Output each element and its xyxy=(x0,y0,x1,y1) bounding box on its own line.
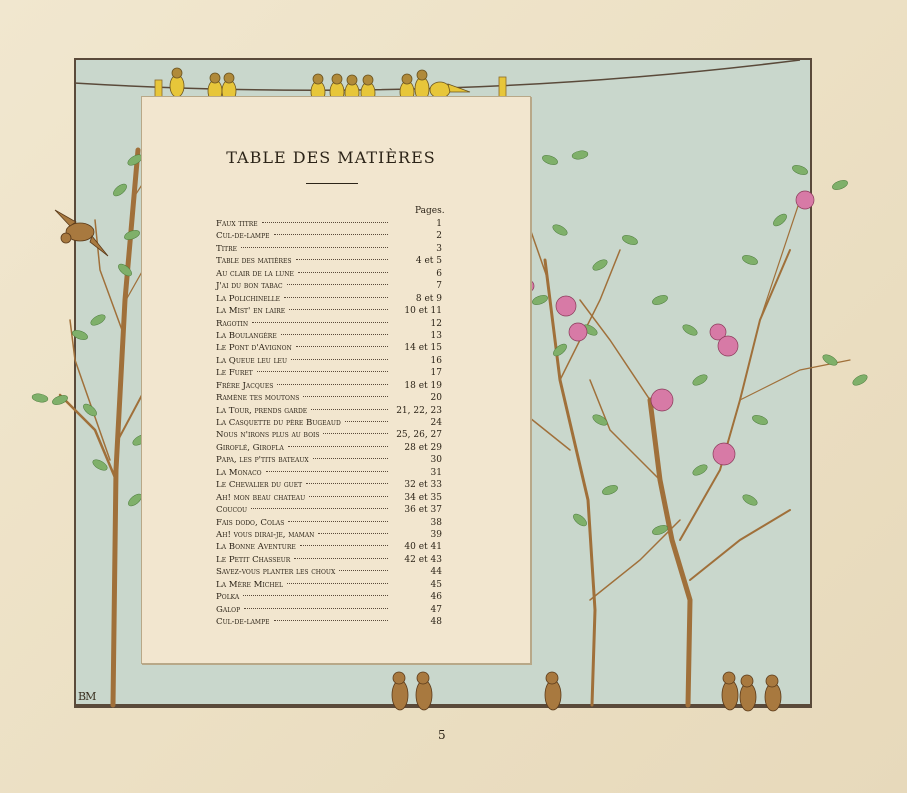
entry-page: 21, 22, 23 xyxy=(396,405,442,416)
dot-leader xyxy=(277,384,388,385)
dot-leader xyxy=(300,545,388,546)
dot-leader xyxy=(274,234,389,235)
list-item xyxy=(216,417,442,429)
entry-page: 8 et 9 xyxy=(415,293,442,304)
list-item xyxy=(216,243,442,255)
brown-bird-icon xyxy=(416,672,432,710)
list-item xyxy=(216,218,442,230)
dot-leader xyxy=(309,496,388,497)
entry-page: 3 xyxy=(436,243,442,254)
list-item xyxy=(216,541,442,553)
list-item xyxy=(216,454,442,466)
list-item xyxy=(216,355,442,367)
dot-leader xyxy=(294,558,388,559)
entry-title: Coucou xyxy=(216,505,248,516)
entry-page: 31 xyxy=(430,467,442,478)
list-item xyxy=(216,529,442,541)
entry-title: Ramène tes moutons xyxy=(216,393,300,404)
entry-page: 36 et 37 xyxy=(404,505,442,516)
list-item xyxy=(216,591,442,603)
list-item xyxy=(216,305,442,317)
list-item xyxy=(216,405,442,417)
entry-page: 25, 26, 27 xyxy=(396,430,442,441)
entry-page: 18 et 19 xyxy=(404,380,442,391)
brown-bird-icon xyxy=(740,675,756,711)
list-item xyxy=(216,479,442,491)
entry-page: 16 xyxy=(430,355,442,366)
dot-leader xyxy=(296,259,388,260)
entry-page: 13 xyxy=(430,330,442,341)
title-divider xyxy=(306,183,358,184)
dot-leader xyxy=(251,508,388,509)
entry-page: 17 xyxy=(430,368,442,379)
leaf-icon xyxy=(551,342,568,358)
entry-page: 20 xyxy=(430,393,442,404)
table-of-contents xyxy=(216,218,442,628)
list-item xyxy=(216,330,442,342)
list-item xyxy=(216,517,442,529)
entry-page: 1 xyxy=(436,219,442,229)
brown-bird-icon xyxy=(765,675,781,711)
leaf-icon xyxy=(571,150,588,161)
leaf-icon xyxy=(691,463,709,478)
dot-leader xyxy=(313,458,388,459)
leaf-icon xyxy=(851,373,869,388)
leaf-icon xyxy=(89,313,107,328)
dot-leader xyxy=(288,521,388,522)
leaf-icon xyxy=(71,329,89,342)
dot-leader xyxy=(257,371,388,372)
list-item xyxy=(216,342,442,354)
entry-title: Table des matières xyxy=(216,256,292,267)
artist-monogram: BM xyxy=(78,690,96,703)
list-item xyxy=(216,579,442,591)
dot-leader xyxy=(262,222,388,223)
entry-title: Cul-de-lampe xyxy=(216,231,270,242)
leaf-icon xyxy=(831,179,849,192)
leaf-icon xyxy=(531,294,549,307)
entry-page: 47 xyxy=(430,604,442,615)
entry-title: Titre xyxy=(216,243,238,254)
entry-title: Le Furet xyxy=(216,368,253,379)
rose-icon xyxy=(556,296,576,316)
list-item xyxy=(216,429,442,441)
entry-title: Papa, les p'tits bateaux xyxy=(216,455,309,466)
list-item xyxy=(216,255,442,267)
entry-title: La Polichinelle xyxy=(216,293,280,304)
dot-leader xyxy=(311,409,388,410)
leaf-icon xyxy=(771,212,788,228)
page-number: 5 xyxy=(438,728,446,742)
entry-page: 14 et 15 xyxy=(404,343,442,354)
list-item xyxy=(216,268,442,280)
dot-leader xyxy=(298,272,388,273)
entry-page: 44 xyxy=(430,567,442,578)
dot-leader xyxy=(244,608,388,609)
list-item xyxy=(216,230,442,242)
entry-page: 30 xyxy=(430,455,442,466)
entry-page: 12 xyxy=(430,318,442,329)
entry-title: La Tour, prends garde xyxy=(216,405,308,416)
leaf-icon xyxy=(601,484,619,497)
leaf-icon xyxy=(791,164,809,177)
list-item xyxy=(216,604,442,616)
entry-title: Cul-de-lampe xyxy=(216,617,270,627)
leaf-icon xyxy=(111,182,128,198)
rose-icon xyxy=(713,443,735,465)
leaf-icon xyxy=(541,154,559,167)
dot-leader xyxy=(281,334,388,335)
leaf-icon xyxy=(751,414,769,427)
leaf-icon xyxy=(551,223,569,238)
dot-leader xyxy=(284,297,388,298)
dot-leader xyxy=(303,396,388,397)
list-item xyxy=(216,616,442,628)
dot-leader xyxy=(288,446,388,447)
brown-bird-icon xyxy=(545,672,561,710)
brown-bird-icon xyxy=(392,672,408,710)
dot-leader xyxy=(318,533,388,534)
entry-title: Giroflé, Girofla xyxy=(216,442,284,453)
entry-title: La Boulangère xyxy=(216,330,277,341)
entry-page: 40 et 41 xyxy=(404,542,442,553)
entry-title: Au clair de la lune xyxy=(216,268,294,279)
dot-leader xyxy=(323,433,388,434)
leaf-icon xyxy=(651,294,669,307)
rose-icon xyxy=(569,323,587,341)
leaf-icon xyxy=(741,254,759,267)
entry-page: 38 xyxy=(430,517,442,528)
entry-title: Nous n'irons plus au bois xyxy=(216,430,320,441)
dot-leader xyxy=(287,583,388,584)
rose-icon xyxy=(651,389,673,411)
entry-page: 4 et 5 xyxy=(415,256,442,267)
dot-leader xyxy=(274,620,389,621)
entry-page: 2 xyxy=(436,231,442,242)
entry-page: 45 xyxy=(430,579,442,590)
entry-page: 7 xyxy=(436,281,442,292)
list-item xyxy=(216,566,442,578)
page-title: TABLE DES MATIÈRES xyxy=(226,148,436,167)
dot-leader xyxy=(339,570,388,571)
entry-title: La Monaco xyxy=(216,467,262,478)
dot-leader xyxy=(266,471,388,472)
entry-title: La Mère Michel xyxy=(216,579,283,590)
entry-page: 48 xyxy=(430,617,442,627)
entry-title: Frère Jacques xyxy=(216,380,274,391)
list-item xyxy=(216,392,442,404)
list-item xyxy=(216,293,442,305)
list-item xyxy=(216,367,442,379)
list-item xyxy=(216,318,442,330)
list-item xyxy=(216,280,442,292)
leaf-icon xyxy=(591,413,609,428)
entry-title: La Bonne Aventure xyxy=(216,542,296,553)
leaf-icon xyxy=(591,258,609,273)
dot-leader xyxy=(241,247,388,248)
entry-title: J'ai du bon tabac xyxy=(216,281,283,292)
entry-page: 42 et 43 xyxy=(404,554,442,565)
entry-page: 24 xyxy=(430,418,442,428)
list-item xyxy=(216,504,442,516)
entry-title: Polka xyxy=(216,592,240,603)
dot-leader xyxy=(243,595,388,596)
entry-title: La Queue leu leu xyxy=(216,355,287,366)
rose-icon xyxy=(718,336,738,356)
entry-page: 32 et 33 xyxy=(404,480,442,491)
dot-leader xyxy=(291,359,388,360)
entry-page: 46 xyxy=(430,592,442,603)
list-item xyxy=(216,492,442,504)
list-item xyxy=(216,554,442,566)
entry-title: Galop xyxy=(216,604,241,615)
dot-leader xyxy=(306,483,388,484)
leaf-icon xyxy=(621,234,639,247)
entry-page: 28 et 29 xyxy=(404,442,442,453)
leaf-icon xyxy=(691,373,709,388)
entry-title: Ah! vous dirai-je, maman xyxy=(216,529,315,540)
entry-title: Le Petit Chasseur xyxy=(216,554,291,565)
list-item xyxy=(216,467,442,479)
leaf-icon xyxy=(681,323,699,338)
entry-title: La Casquette du père Bugeaud xyxy=(216,418,341,428)
list-item xyxy=(216,380,442,392)
entry-title: Ragotin xyxy=(216,318,249,329)
rose-icon xyxy=(796,191,814,209)
pages-column-label: Pages. xyxy=(415,206,445,216)
dot-leader xyxy=(345,421,388,422)
yellow-bird-icon xyxy=(170,68,184,97)
entry-title: Fais dodo, Colas xyxy=(216,517,285,528)
entry-title: Faux titre xyxy=(216,219,258,229)
leaf-icon xyxy=(741,493,759,508)
entry-title: La Mist' en laire xyxy=(216,306,286,317)
dot-leader xyxy=(252,322,388,323)
dot-leader xyxy=(296,346,388,347)
entry-page: 6 xyxy=(436,268,442,279)
dot-leader xyxy=(287,284,388,285)
entry-title: Ah! mon beau chateau xyxy=(216,492,306,503)
entry-title: Savez-vous planter les choux xyxy=(216,567,336,578)
list-item xyxy=(216,442,442,454)
entry-page: 39 xyxy=(430,529,442,540)
entry-page: 10 et 11 xyxy=(404,306,442,317)
brown-bird-icon xyxy=(55,210,108,256)
leaf-icon xyxy=(31,393,48,404)
leaf-icon xyxy=(571,512,588,528)
entry-title: Le Pont d'Avignon xyxy=(216,343,292,354)
entry-page: 34 et 35 xyxy=(404,492,442,503)
brown-bird-icon xyxy=(722,672,738,710)
entry-title: Le Chevalier du guet xyxy=(216,480,303,491)
dot-leader xyxy=(289,309,388,310)
